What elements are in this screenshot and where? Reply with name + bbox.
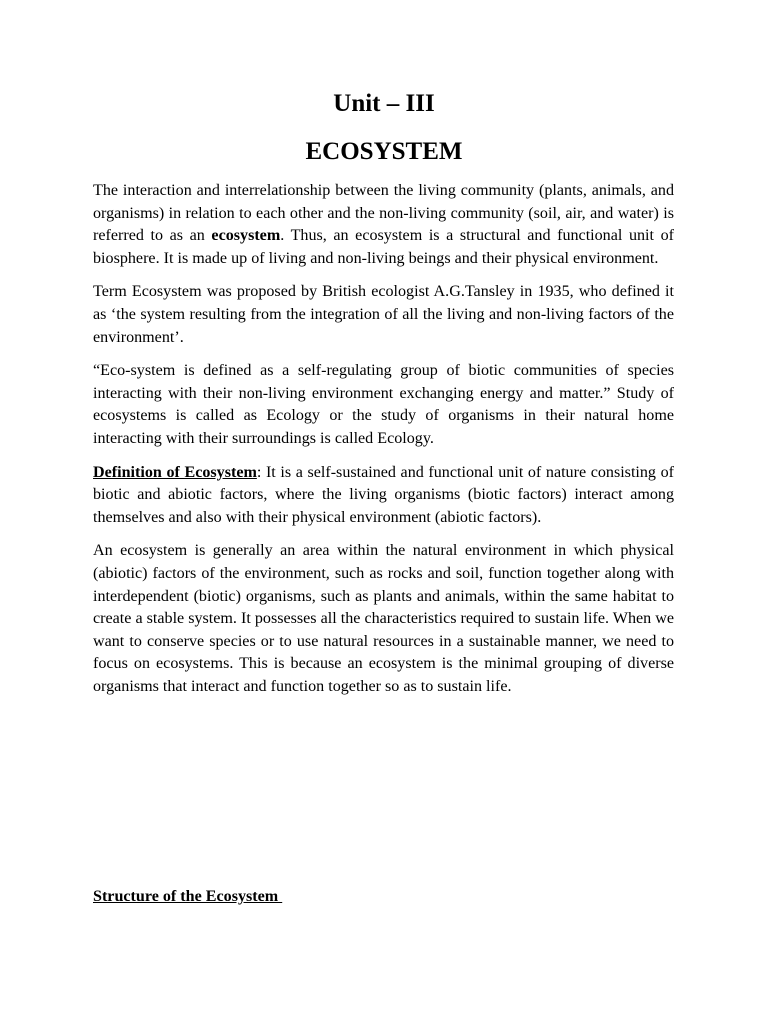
main-title-text: ECOSYSTEM bbox=[305, 138, 463, 165]
definition-text: : It is a self-sustained and functional unit of nature consisting of biotic and abiotic factors, where the living organisms (biotic factors) interact among themselves and also with their physical environment (abiotic factors). bbox=[93, 463, 674, 526]
paragraph-definition bbox=[93, 462, 674, 530]
paragraph-quote: “Eco-system is defined as a self-regulating group of biotic communities of species interacting with their non-living environment exchanging energy and matter.” Study of ecosystems is called as Ecology or the study of organisms in their natural home interacting with their surroundings is called Ecology. bbox=[93, 362, 674, 447]
section-heading-structure: Structure of the Ecosystem bbox=[93, 888, 283, 905]
ecosystem-term: ecosystem bbox=[211, 227, 281, 245]
body-text bbox=[93, 180, 674, 709]
paragraph-intro-before: The interaction and interrelationship between the living community (plants, animals, and organisms) in relation to each other and the non-living community (soil, air, and water) is referred to as an bbox=[93, 182, 674, 245]
main-title bbox=[0, 134, 768, 170]
unit-title-text: Unit – III bbox=[333, 90, 435, 117]
paragraph-general: An ecosystem is generally an area within the natural environment in which physical (abiotic) factors of the environment, such as rocks and soil, function together along with interdependent (biotic) organisms, such as plants and animals, within the same habitat to create a stable system. It possesses all the characteristics required to sustain life. When we want to conserve species or to use natural resources in a sustainable manner, we need to focus on ecosystems. This is because an ecosystem is the minimal grouping of diverse organisms that interact and function together so as to sustain life. bbox=[93, 542, 674, 695]
paragraph-intro-after: . Thus, an ecosystem is a structural and functional unit of biosphere. It is made up of living and non-living beings and their physical environment. bbox=[93, 227, 674, 267]
definition-label: Definition of Ecosystem bbox=[93, 463, 257, 481]
unit-title bbox=[0, 86, 768, 122]
paragraph-intro bbox=[93, 180, 674, 270]
paragraph-tansley: Term Ecosystem was proposed by British ecologist A.G.Tansley in 1935, who defined it as ‘the system resulting from the integration of all the living and non-living factors of the environment’. bbox=[93, 283, 674, 346]
